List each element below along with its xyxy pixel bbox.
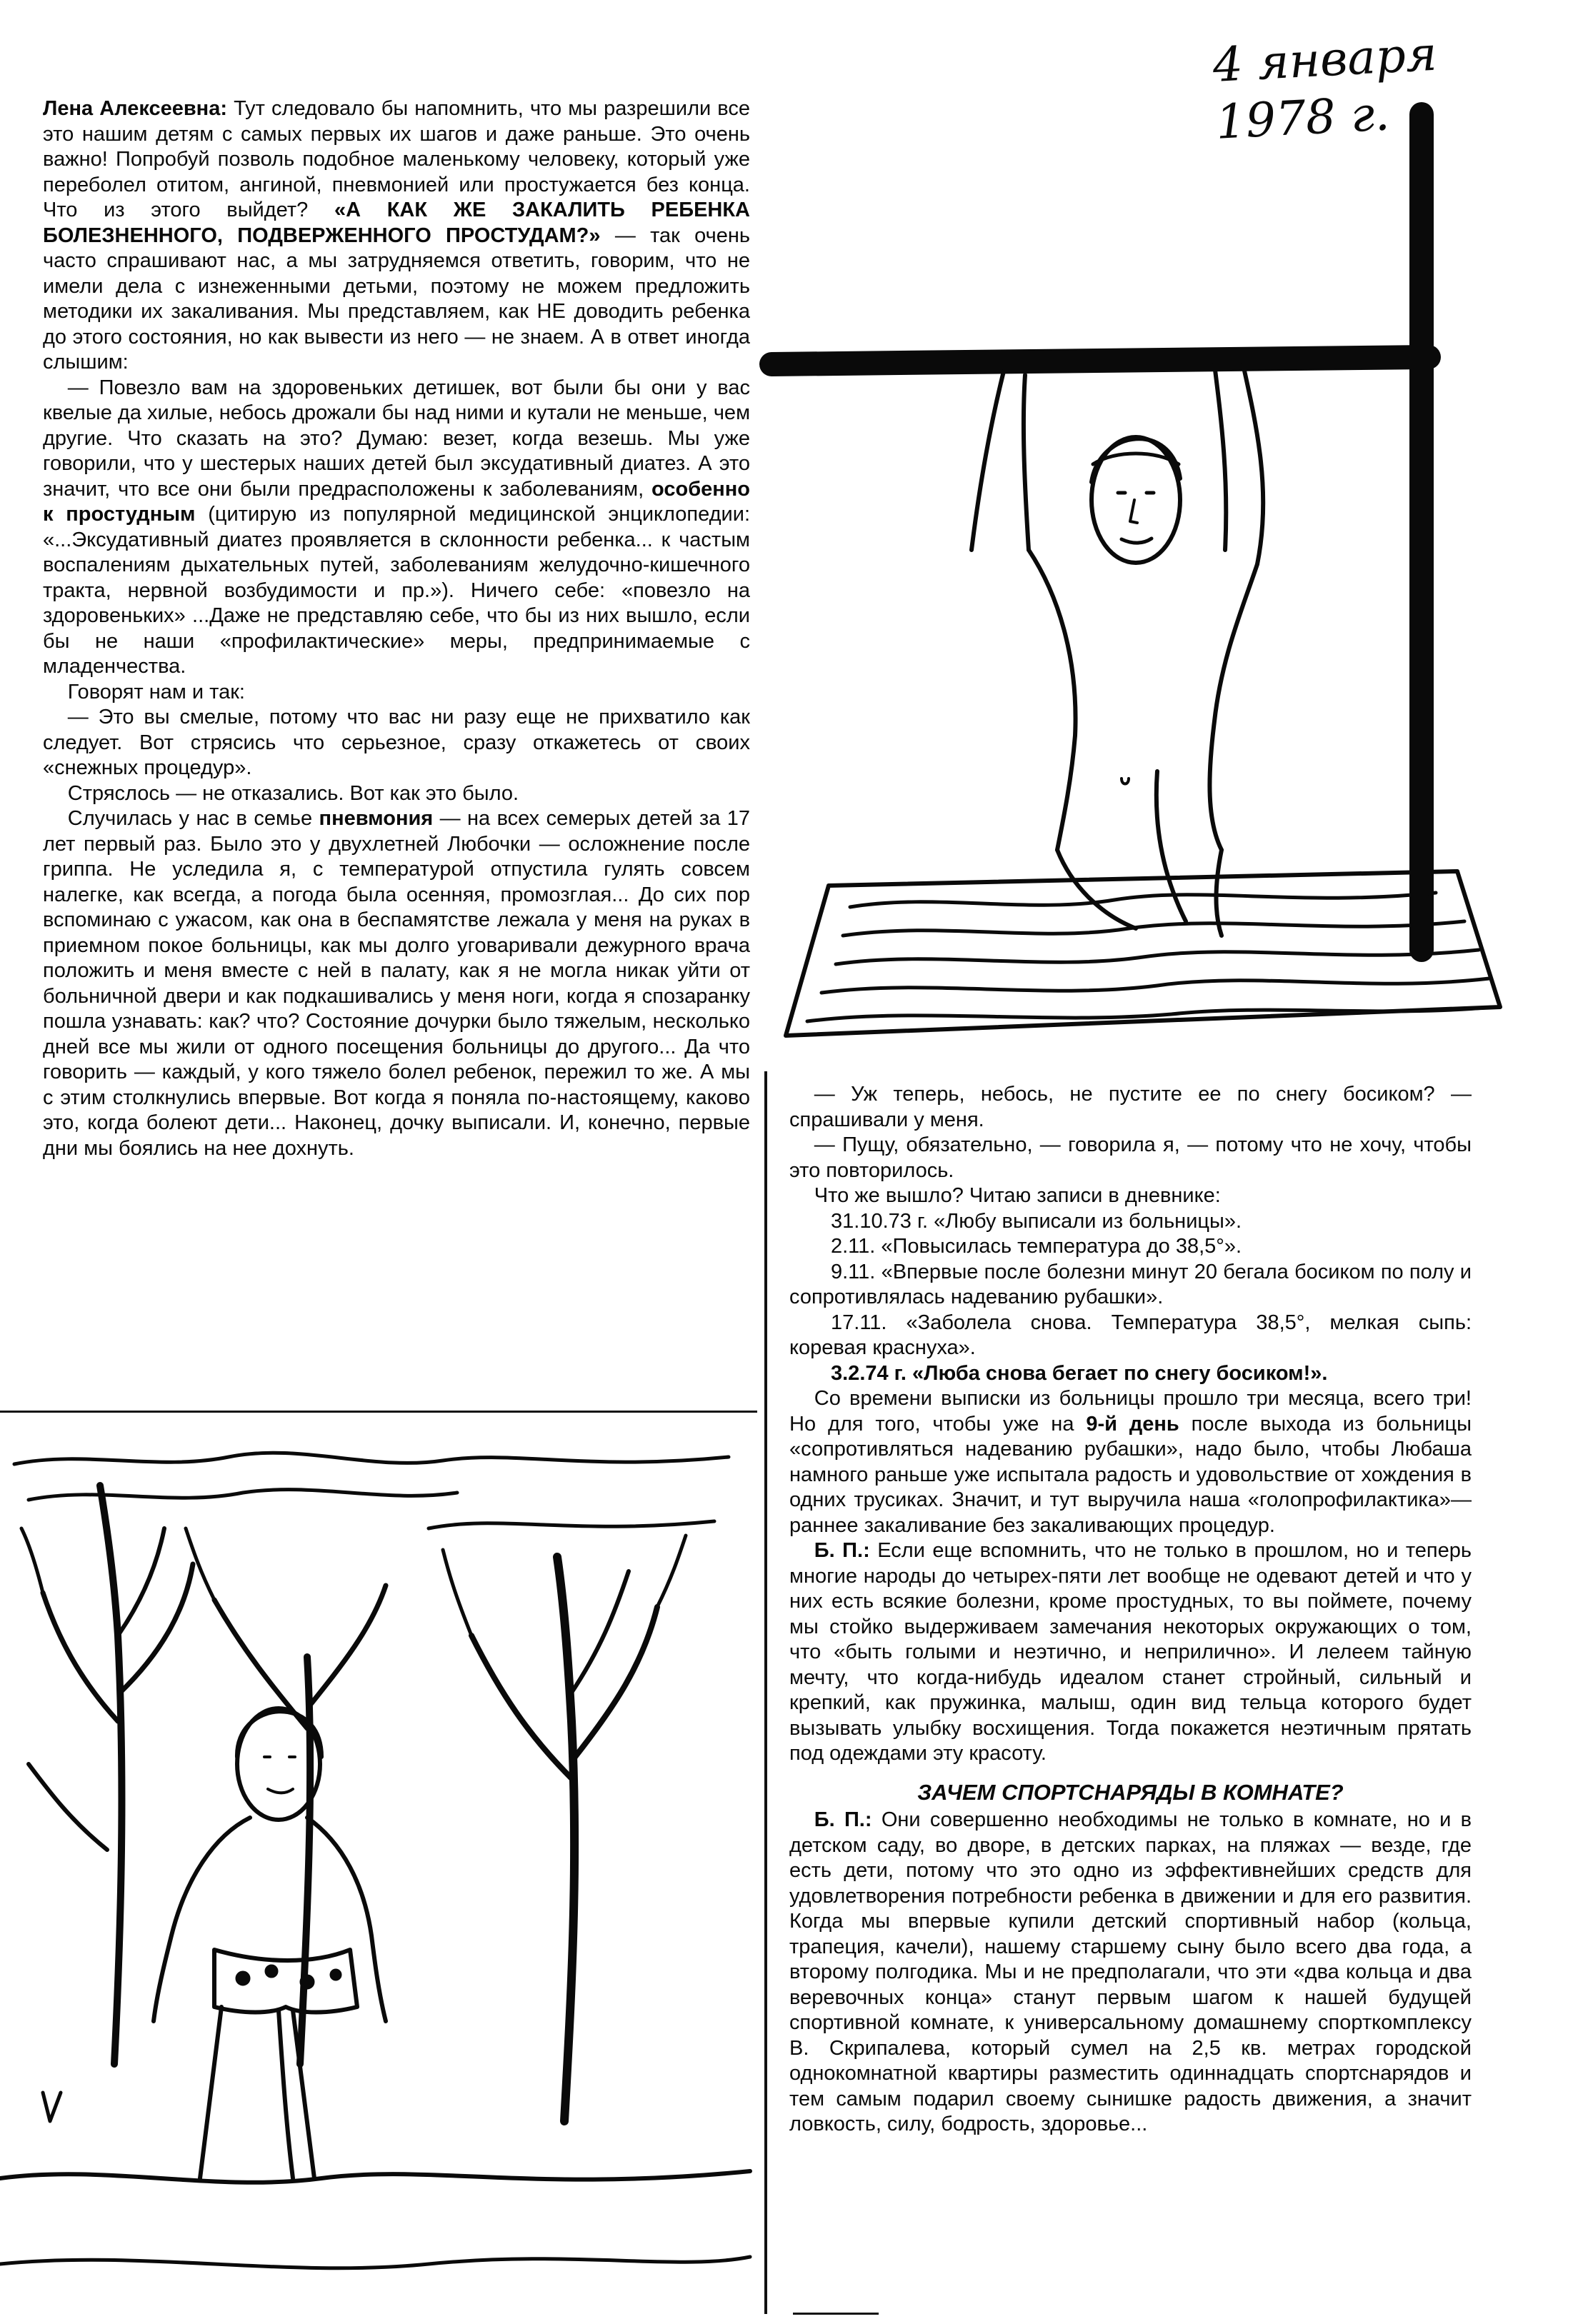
section-divider	[0, 1411, 757, 1413]
paragraph-text: — на всех семерых детей за 17 лет первый раз. Было это у двухлетней Любочки — осложнение после гриппа. Не уследила я, с температурой отпустила гулять совсем налегке, как всегда, а погода была осенняя, промозглая... До сих пор вспоминаю с ужасом, как она в беспамятстве лежала у меня на руках в приемном покое больницы, как мы долго уговаривали дежурного врача положить и меня вместе с ней в палату, как я не могла никак уйти от больничной двери и как подкашивались у меня ноги, когда я спозаранку пошла узнавать: как? что? Состояние дочурки было тяжелым, несколько дней все мы жили от одного посещения больницы до другого... Да что говорить — каждый, у кого тяжело болел ребенок, пережил то же. А мы с этим столкнулись впервые. Вот когда я поняла по-настоящему, каково это, когда болеют дети... Наконец, дочку выписали. И, конечно, первые дни мы боялись на нее дохнуть.	[43, 807, 750, 1160]
paragraph-text: Тут следовало бы напомнить, что мы разрешили все это нашим детям с самых первых их шагов и даже раньше. Это очень важно! Попробуй позволь подобное маленькому человеку, который уже переболел отитом, ангиной, пневмонией или простужается без конца. Что из этого выйдет?	[43, 97, 750, 221]
diary-entry: 9.11. «Впервые после болезни минут 20 бегала босиком по полу и сопротивлялась надеванию рубашки».	[789, 1260, 1472, 1308]
paragraph: — Пущу, обязательно, — говорила я, — потому что не хочу, чтобы это повторилось.	[789, 1133, 1472, 1182]
paragraph-text: — так очень часто спрашивают нас, а мы затрудняемся ответить, говорим, что не имели дела с изнеженными детьми, поэтому не можем предложить методики их закаливания. Мы представляем, как НЕ доводить ребенка до этого состояния, но как вывести из него — не знаем. А в ответ иногда слышим:	[43, 224, 750, 374]
article-column-left	[43, 96, 750, 1389]
paragraph-text: (цитирую из популярной медицинской энциклопедии: «...Эксудативный диатез проявляется в склонности ребенка... к частым воспалениям дыхательных путей, заболеваниям желудочно-кишечного тракта, нервной возбудимости и пр.»). Ничего себе: «повезло на здоровеньких» ...Даже не представляю себе, что бы из них вышло, если бы не наши «профилактические» меры, предпринимаемые с младенчества.	[43, 503, 750, 678]
end-rule	[793, 2313, 879, 2315]
column-divider	[764, 1071, 767, 2314]
paragraph-text: Если еще вспомнить, что не только в прошлом, но и теперь многие народы до четырех-пяти лет вообще не одевают детей и что у них есть всякие болезни, кроме простудных, то вы поймете, почему мы стойко выдерживаем замечания некоторых окружающих о том, что «быть голыми и неэтично, и неприлично». И лелеем тайную мечту, что когда-нибудь идеалом станет стройный, сильный и крепкий, как пружинка, малыш, один вид тельца которого будет вызывать улыбку восхищения. Тогда покажется неэтичным прятать под одеждами эту красоту.	[789, 1539, 1472, 1765]
paragraph	[43, 376, 750, 680]
paragraph: — Уж теперь, небось, не пустите ее по снегу босиком? — спрашивали у меня.	[789, 1083, 1472, 1131]
paragraph	[789, 1808, 1472, 2138]
paragraph	[789, 1538, 1472, 1767]
handwritten-date-note: 4 января 1978 г.	[1211, 26, 1439, 150]
paragraph: Говорят нам и так:	[67, 680, 245, 703]
illustration-child-on-bar	[757, 93, 1564, 1057]
paragraph-text: Со времени выписки из больницы прошло три месяца, всего три! Но для того, чтобы уже на	[789, 1387, 1472, 1436]
article-column-right	[789, 1082, 1472, 2303]
paragraph: Стряслось — не отказались. Вот как это было.	[67, 781, 519, 805]
paragraph-text: — Повезло вам на здоровеньких детишек, вот были бы они у вас квелые да хилые, небось дрожали бы над ними и кутали не меньше, чем другие. Что сказать на это? Думаю: везет, когда везешь. Мы уже говорили, что у шестерых наших детей был эксудативный диатез. А это значит, что все они были предрасположены к заболеваниям,	[43, 376, 750, 501]
paragraph: Что же вышло? Читаю записи в дневнике:	[814, 1184, 1221, 1207]
paragraph-text: Они совершенно необходимы не только в комнате, но и в детском саду, во дворе, в детских парках, на пляжах — везде, где есть дети, потому что это одно из эффективнейших средств для удовлетворения потребности ребенка в движении и для его развития. Когда мы впервые купили детский спортивный набор (кольца, трапеция, качели), нашему старшему сыну было всего два года, а второму полгодика. Мы и не предполагали, что эти «два кольца и два веревочных конца» станут первым шагом к нашей будущей спортивной комнате, к универсальному домашнему спорткомплексу В. Скрипалева, который сумел на 2,5 кв. метрах городской однокомнатной квартиры разместить одиннадцать спортснарядов и тем самым подарил своему сынишке радость движения, а значит ловкость, силу, бодрость, здоровье...	[789, 1808, 1472, 2135]
emphasis-text: 9-й день	[1086, 1412, 1179, 1436]
paragraph	[43, 806, 750, 1161]
section-heading: ЗАЧЕМ СПОРТСНАРЯДЫ В КОМНАТЕ?	[917, 1779, 1344, 1805]
diary-entry: 31.10.73 г. «Любу выписали из больницы».	[831, 1209, 1242, 1233]
paragraph-text: Случилась у нас в семье	[67, 807, 313, 830]
speaker-name: Лена Алексеевна:	[43, 97, 227, 120]
paragraph: — Это вы смелые, потому что вас ни разу еще не прихватило как следует. Вот стрясись что серьезное, сразу откажетесь от своих «снежных процедур».	[43, 706, 750, 779]
paragraph	[789, 1386, 1472, 1538]
emphasis-text: пневмония	[319, 807, 434, 830]
speaker-name: Б. П.:	[814, 1808, 872, 1831]
paragraph-text: после выхода из больницы «сопротивляться надеванию рубашки», надо было, чтобы Любаша намного раньше уже испытала радость и удовольствие от хождения в одних трусиках. Значит, и тут выручила наша «голопрофилактика»—раннее закаливание без закаливающих процедур.	[789, 1412, 1472, 1537]
quoted-question: «А КАК ЖЕ ЗАКАЛИТЬ РЕБЕНКА БОЛЕЗНЕННОГО, ПОДВЕРЖЕННОГО ПРОСТУДАМ?»	[43, 199, 750, 247]
diary-entry: 2.11. «Повысилась температура до 38,5°».	[831, 1235, 1242, 1258]
illustration-child-in-snow	[0, 1421, 754, 2314]
emphasis-text: особенно к простудным	[43, 477, 750, 526]
diary-entry: 3.2.74 г. «Люба снова бегает по снегу босиком!».	[831, 1361, 1328, 1385]
speaker-name: Б. П.:	[814, 1539, 870, 1562]
diary-entry: 17.11. «Заболела снова. Температура 38,5°, мелкая сыпь: коревая краснуха».	[789, 1311, 1472, 1359]
paragraph	[43, 96, 750, 376]
